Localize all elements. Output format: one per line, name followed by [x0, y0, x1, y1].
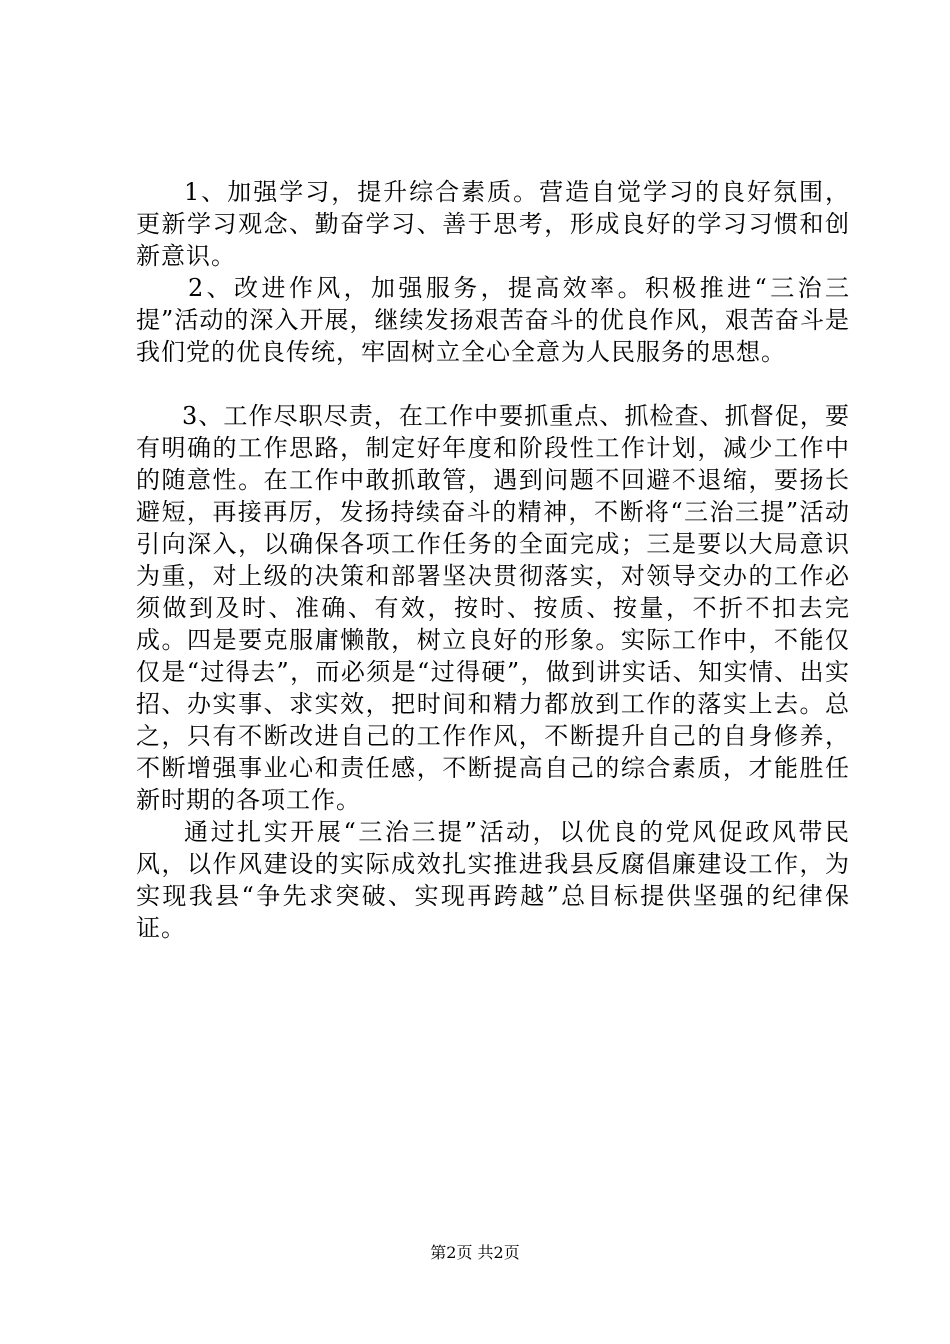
- paragraph-3: 3、工作尽职尽责，在工作中要抓重点、抓检查、抓督促，要有明确的工作思路，制定好年度和阶段性工作计划，减少工作中的随意性。在工作中敢抓敢管，遇到问题不回避不退缩，要扬长避短，再接再厉，发扬持续奋斗的精神，不断将“三治三提”活动引向深入，以确保各项工作任务的全面完成；三是要以大局意识为重，对上级的决策和部署坚决贯彻落实，对领导交办的工作必须做到及时、准确、有效，按时、按质、按量，不折不扣去完成。四是要克服庸懒散，树立良好的形象。实际工作中，不能仅仅是“过得去”，而必须是“过得硬”，做到讲实话、知实情、出实招、办实事、求实效，把时间和精力都放到工作的落实上去。总之，只有不断改进自己的工作作风，不断提升自己的自身修养，不断增强事业心和责任感，不断提高自己的综合素质，才能胜任新时期的各项工作。: [136, 402, 850, 814]
- page-footer: [0, 1242, 950, 1264]
- paragraph-2: 2、改进作风，加强服务，提高效率。积极推进“三治三提”活动的深入开展，继续发扬艰苦奋斗的优良作风，艰苦奋斗是我们党的优良传统，牢固树立全心全意为人民服务的思想。: [136, 274, 850, 366]
- document-body: [136, 176, 850, 944]
- paragraph-1: 1、加强学习，提升综合素质。营造自觉学习的良好氛围，更新学习观念、勤奋学习、善于思考，形成良好的学习习惯和创新意识。: [136, 178, 850, 270]
- page-number-label: 第2页 共2页: [430, 1243, 520, 1262]
- paragraph-4: 通过扎实开展“三治三提”活动，以优良的党风促政风带民风，以作风建设的实际成效扎实推进我县反腐倡廉建设工作，为实现我县“争先求突破、实现再跨越”总目标提供坚强的纪律保证。: [136, 818, 850, 942]
